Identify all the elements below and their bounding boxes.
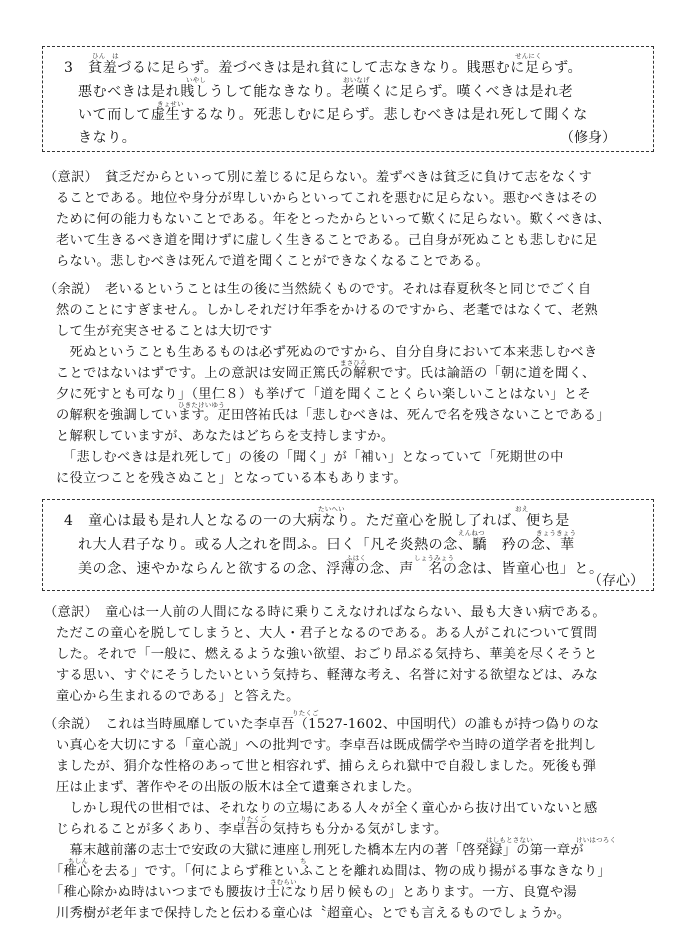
commentary-3-line-4: 死ぬということも生あるものは必ず死ぬのですから、自分自身において本来悲しむべき bbox=[56, 345, 598, 360]
ruby-hashimoto-sanai: はしもとさない bbox=[486, 836, 533, 844]
ruby-shomyo: しょうみょう bbox=[414, 554, 455, 562]
passage-4-line-1: 4 童心は最も是れ人となるの一の大病なり。ただ童心を脱し了れば、便ち是 bbox=[64, 513, 570, 529]
ruby-oi-nage: おいなげ bbox=[343, 76, 370, 84]
commentary-4-line-4: 圧は止まず、著作やその出版の版木は全て遺棄されました。 bbox=[56, 780, 421, 795]
ruby-fuhaku: ふはく bbox=[346, 554, 367, 562]
translation-4-line-3: した。それで「一般に、燃えるような強い欲望、おごり昂ぶる気持ち、華美を尽くそうと bbox=[56, 647, 598, 662]
commentary-3-line-5: ことではないはずです。上の意訳は安岡正篤氏の解釈です。氏は論語の「朝に道を聞く、 bbox=[56, 366, 596, 381]
translation-4-line-1: （意訳） 童心は一人前の人間になる時に乗りこえなければならない、最も大きい病である。 bbox=[44, 605, 606, 620]
translation-3-line-3: ために何の能力もないことである。年をとったからといって歎くに足らない。歎くべきは、 bbox=[56, 212, 611, 227]
passage-4-line-3: 美の念、速やかならんと欲するの念、浮薄の念、声 名の念は、皆童心也」と。 bbox=[78, 561, 604, 577]
ruby-hin-wa: ひん は bbox=[92, 52, 119, 60]
commentary-3-line-6: 夕に死すとも可なり」（里仁８）も挙げて「道を聞くことくらい楽しいことはない」とそ bbox=[56, 387, 591, 402]
source-sonshin: （存心） bbox=[588, 573, 644, 589]
ruby-hikita-keiyu: ひきたけいゆう bbox=[178, 401, 225, 409]
translation-4-line-2: ただこの童心を脱してしまうと、大人・君子となるのである。ある人がこれについて質問 bbox=[56, 626, 598, 641]
translation-4-line-5: 童心から生まれるのである」と答えた。 bbox=[56, 689, 300, 704]
ruby-taihei: たいへい bbox=[318, 505, 345, 513]
translation-3-line-1: （意訳） 貧乏だからといって別に羞じるに足らない。羞ずべきは貧乏に負けて志をなくす bbox=[44, 170, 593, 185]
ruby-ritakugo-1: りたくご bbox=[292, 709, 319, 717]
commentary-3-line-1: （余説） 老いるということは生の後に当然続くものです。それは春夏秋冬と同じでごく自 bbox=[44, 282, 592, 297]
ruby-kyosei: きょせい bbox=[157, 100, 184, 108]
commentary-3-line-9: 「悲しむべきは是れ死して」の後の「聞く」が「補い」となっていて「死期世の中 bbox=[56, 450, 564, 465]
source-shushin: （修身） bbox=[560, 130, 616, 146]
commentary-4-line-2: い真心を大切にする「童心説」への批判です。李卓吾は既成儒学や当時の道学者を批判し bbox=[56, 738, 597, 753]
commentary-4-line-1: （余説） これは当時風靡していた李卓吾（1527-1602、中国明代）の誰もが持つ偽りのな bbox=[44, 717, 600, 732]
commentary-4-line-5: しかし現代の世相では、それなりの立場にある人々が全く童心から抜け出ていないと感 bbox=[56, 801, 598, 816]
ruby-ritakugo-3: りたくご bbox=[240, 815, 267, 823]
commentary-4-line-10: 川秀樹が老年まで保持したと伝わる童心は〝超童心〟とでも言えるものでしょうか。 bbox=[56, 906, 571, 921]
translation-3-line-2: ることである。地位や身分が卑しいからといってこれを悪むに足らない。悪むべきはその bbox=[56, 191, 598, 206]
ruby-oe: おえ bbox=[515, 505, 529, 513]
ruby-ennetsu: えんねつ bbox=[458, 529, 485, 537]
commentary-4-line-3: ましたが、狷介な性格のあって世と相容れず、捕らえられ獄中で自殺しました。死後も弾 bbox=[56, 759, 597, 774]
commentary-3-line-7: の解釈を強調しています。疋田啓祐氏は「悲しむべきは、死んで名を残さないことである」 bbox=[56, 408, 610, 423]
translation-3-line-4: 老いて生きるべき道を聞けずに虚しく生きることである。己自身が死ぬことも悲しむに足 bbox=[56, 233, 598, 248]
translation-4-line-4: する思い、すぐにそうしたいという気持ち、軽薄な考え、名誉に対する欲望などは、みな bbox=[56, 668, 599, 683]
ruby-kyokyo: きょうきょう bbox=[536, 529, 577, 537]
commentary-4-line-7: 幕末越前藩の志士で安政の大獄に連座し刑死した橋本左内の著「啓発録」の第一章が bbox=[56, 843, 584, 858]
commentary-3-line-8: と解釈していますが、あなたはどちらを支持しますか。 bbox=[56, 429, 395, 444]
ruby-masahiro: まさひろ bbox=[340, 359, 367, 367]
ruby-chi: ち bbox=[300, 857, 307, 865]
ruby-samurai: さむらい bbox=[270, 878, 297, 886]
ruby-keihatsuroku: けいはつろく bbox=[576, 836, 617, 844]
ruby-chishin: ちしん bbox=[68, 857, 89, 865]
commentary-4-line-6: じられることが多くあり、李卓吾の気持ちも分かる気がします。 bbox=[56, 822, 448, 837]
ruby-iyashi: いやし bbox=[186, 76, 207, 84]
commentary-4-line-9: 「稚心除かぬ時はいつまでも腰抜け士になり居り候もの」とあります。一方、良寛や湯 bbox=[50, 885, 577, 900]
passage-3-line-1: 3 貧羞づるに足らず。羞づべきは是れ貧にして志なきなり。賎悪むに足らず。 bbox=[64, 60, 583, 76]
passage-4-line-2: れ大人君子なり。或る人之れを問ふ。曰く「凡そ炎熱の念、驕 矜の念、華 bbox=[78, 537, 575, 553]
ruby-sen-niku: せんにく bbox=[515, 52, 542, 60]
commentary-4-line-8: 「稚心を去る」です。「何によらず稚といふことを離れぬ間は、物の成り揚がる事なきなり」 bbox=[50, 864, 611, 879]
commentary-3-line-10: に役立つことを残さぬこと」となっている本もあります。 bbox=[56, 471, 407, 486]
commentary-3-line-3: して生が充実させることは大切です bbox=[56, 324, 273, 339]
translation-3-line-5: らない。悲しむべきは死んで道を聞くことができなくなることである。 bbox=[56, 254, 490, 269]
passage-3-line-4: きなり。 bbox=[78, 130, 137, 146]
passage-3-line-3: いて而して虚生するなり。死悲しむに足らず。悲しむべきは是れ死して聞くな bbox=[78, 107, 588, 123]
passage-3-line-2: 悪むべきは是れ賎しうして能なきなり。老嘆くに足らず。嘆くべきは是れ老 bbox=[78, 84, 574, 100]
commentary-3-line-2: 然のことにすぎません。しかしそれだけ年季をかけるのですから、老耄ではなくて、老熟 bbox=[56, 303, 599, 318]
